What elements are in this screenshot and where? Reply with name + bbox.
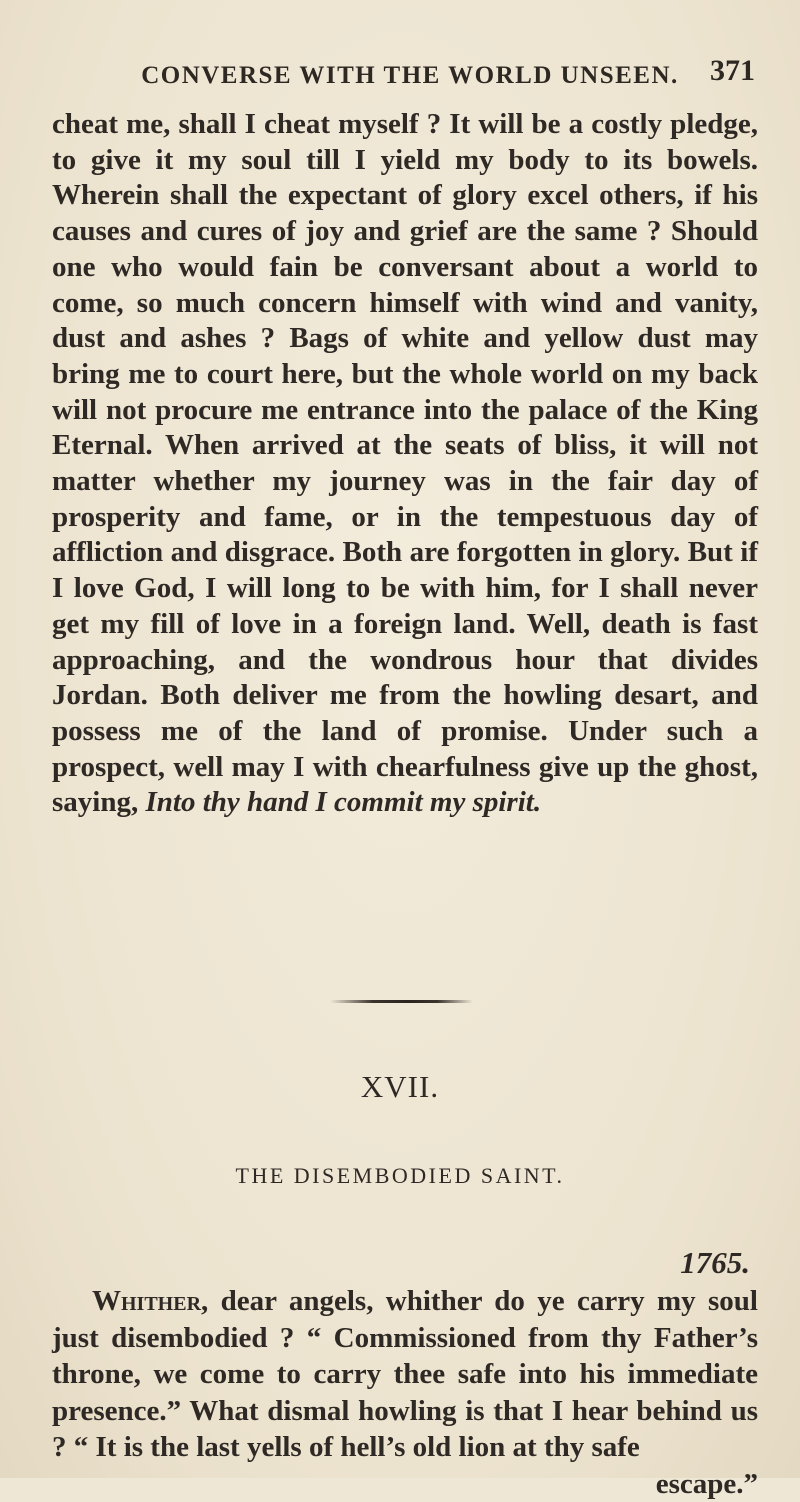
body-paragraph-2 [52,1283,758,1502]
section-divider-rule [330,1000,473,1003]
section-date: 1765. [680,1245,750,1281]
paragraph-continued [52,107,758,821]
page-number: 371 [710,54,755,88]
body-paragraph-1 [52,107,758,821]
paragraph-opening [52,1283,758,1502]
paragraph-last-line: escape.” [52,1466,758,1502]
scripture-quote: Into thy hand I commit my spirit. [145,786,541,818]
paragraph-text: cheat me, shall I cheat myself ? It will be a costly pledge, to give it my soul till I yield my body to its bowels. Wherein shall the expectant of glory excel others, if his causes and cures of joy and grief are the same ? Should one who would fain be conversant about a world to come, so much concern himself with wind and vanity, dust and ashes ? Bags of white and yellow dust may bring me to court here, but the whole world on my back will not procure me entrance into the palace of the King Eternal. When arrived at the seats of bliss, it will not matter whether my journey was in the fair day of prosperity and fame, or in the tempestuous day of affliction and disgrace. Both are forgotten in glory. But if I love God, I will long to be with him, for I shall never get my fill of love in a foreign land. Well, death is fast approaching, and the wondrous hour that divides Jordan. Both deliver me from the howling desart, and possess me of the land of promise. Under such a prospect, well may I with chearfulness give up the ghost, saying, [52,108,758,818]
opening-word: Whither, [92,1285,208,1317]
running-head: CONVERSE WITH THE WORLD UNSEEN. [110,62,710,90]
page-header [110,62,755,102]
section-number: XVII. [0,1069,800,1105]
section-title: THE DISEMBODIED SAINT. [0,1163,800,1189]
paragraph-text-2: dear angels, whither do ye carry my soul just disembodied ? “ Commissioned from thy Father’s throne, we come to carry thee safe into his immediate presence.” What dismal howling is that I hear behind us ? “ It is the last yells of hell’s old lion at thy safe [52,1285,758,1463]
